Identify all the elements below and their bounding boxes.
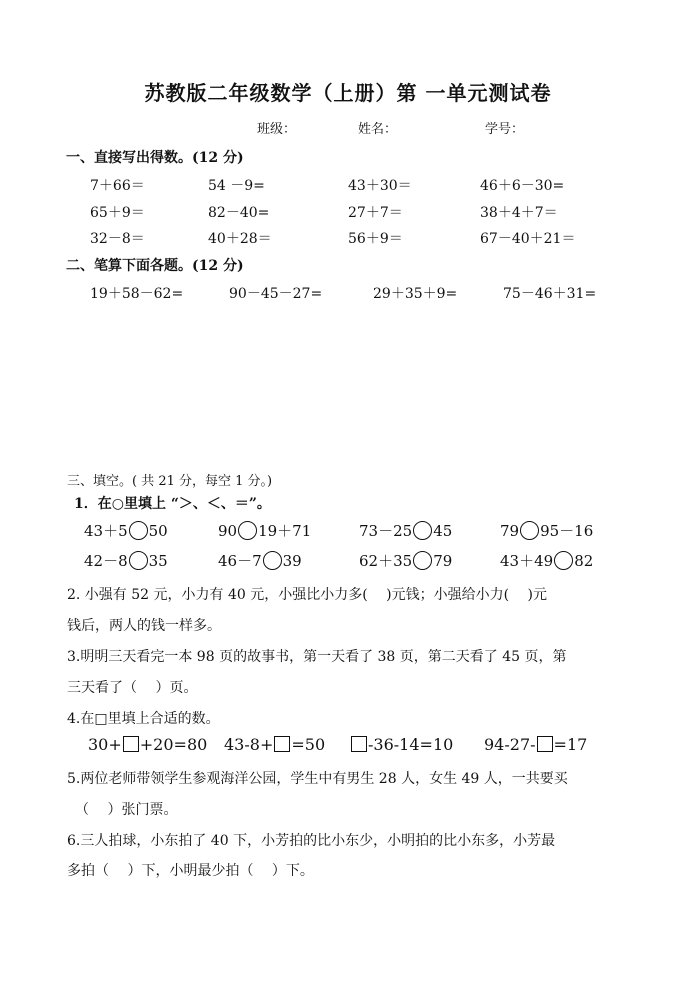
calc-item: 27＋7＝ <box>348 205 403 221</box>
answer-circle[interactable] <box>554 551 573 570</box>
name-label: 姓名： <box>358 122 398 137</box>
question-5-line-2: （ ）张门票。 <box>75 802 178 818</box>
box-item: 30+ +20=80 <box>88 735 208 754</box>
calc-item: 43＋30＝ <box>348 178 412 194</box>
compare-item: 90 19＋71 <box>218 522 312 540</box>
calc-item: 40＋28＝ <box>208 231 272 247</box>
calc-item: 7＋66＝ <box>90 178 145 194</box>
calc-item: 46＋6－30= <box>480 178 565 194</box>
calc-item: 38＋4＋7＝ <box>480 205 558 221</box>
class-label: 班级： <box>257 122 297 137</box>
box-item: 94-27- =17 <box>484 735 588 754</box>
compare-item: 42－8 35 <box>84 552 168 570</box>
answer-box[interactable] <box>537 736 553 752</box>
calc-row <box>0 175 696 195</box>
compare-item: 43＋5 50 <box>84 522 168 540</box>
answer-circle[interactable] <box>129 551 148 570</box>
question-6-line-2: 多拍（ ）下，小明最少拍（ ）下。 <box>67 863 314 879</box>
answer-box[interactable] <box>123 736 139 752</box>
box-item: 43-8+ =50 <box>224 735 326 754</box>
answer-box[interactable] <box>351 736 367 752</box>
id-label: 学号： <box>485 122 525 137</box>
compare-item: 62＋35 79 <box>359 552 453 570</box>
written-calc-item: 29＋35＋9= <box>373 286 458 302</box>
calc-row <box>0 202 696 222</box>
written-calc-item: 75－46＋31= <box>503 286 597 302</box>
box-item: -36-14=10 <box>350 735 453 754</box>
answer-circle[interactable] <box>129 521 148 540</box>
calc-item: 54 －9= <box>208 178 265 194</box>
question-3-line-2: 三天看了（ ）页。 <box>67 680 198 696</box>
calc-item: 82－40= <box>208 205 270 221</box>
q1-title: 1．在○里填上 “＞、＜、＝”。 <box>74 496 271 512</box>
answer-box[interactable] <box>274 736 290 752</box>
written-calc-row <box>0 283 696 303</box>
section1-heading: 一、直接写出得数。(12 分) <box>66 150 244 166</box>
question-3-line-1: 3.明明三天看完一本 98 页的故事书，第一天看了 38 页，第二天看了 45 页，第 <box>67 649 567 665</box>
calc-item: 56＋9＝ <box>348 231 403 247</box>
written-calc-item: 90－45－27= <box>229 286 323 302</box>
calc-row <box>0 228 696 248</box>
compare-item: 79 95－16 <box>500 522 594 540</box>
question-2-line-1: 2. 小强有 52 元，小力有 40 元，小强比小力多( )元钱；小强给小力( )元 <box>67 587 547 603</box>
answer-circle[interactable] <box>413 551 432 570</box>
answer-circle[interactable] <box>520 521 539 540</box>
section2-heading: 二、笔算下面各题。(12 分) <box>66 258 244 274</box>
written-calc-item: 19＋58－62= <box>90 286 184 302</box>
box-fill-row <box>0 735 696 759</box>
question-2-line-2: 钱后，两人的钱一样多。 <box>67 618 221 634</box>
compare-item: 46－7 39 <box>218 552 302 570</box>
calc-item: 32－8＝ <box>90 231 145 247</box>
answer-circle[interactable] <box>413 521 432 540</box>
answer-circle[interactable] <box>263 551 282 570</box>
question-4-title: 4.在□里填上合适的数。 <box>67 711 220 727</box>
compare-item: 43＋49 82 <box>500 552 594 570</box>
section3-heading: 三、填空。( 共 21 分，每空 1 分。) <box>67 474 273 489</box>
answer-circle[interactable] <box>238 521 257 540</box>
compare-row <box>0 520 696 542</box>
compare-item: 73－25 45 <box>359 522 453 540</box>
calc-item: 65＋9＝ <box>90 205 145 221</box>
page-title: 苏教版二年级数学（上册）第 一单元测试卷 <box>144 81 552 105</box>
question-5-line-1: 5.两位老师带领学生参观海洋公园，学生中有男生 28 人，女生 49 人，一共要买 <box>67 771 568 787</box>
compare-row <box>0 550 696 572</box>
question-6-line-1: 6.三人拍球，小东拍了 40 下，小芳拍的比小东少，小明拍的比小东多，小芳最 <box>67 833 556 849</box>
calc-item: 67－40＋21＝ <box>480 231 576 247</box>
